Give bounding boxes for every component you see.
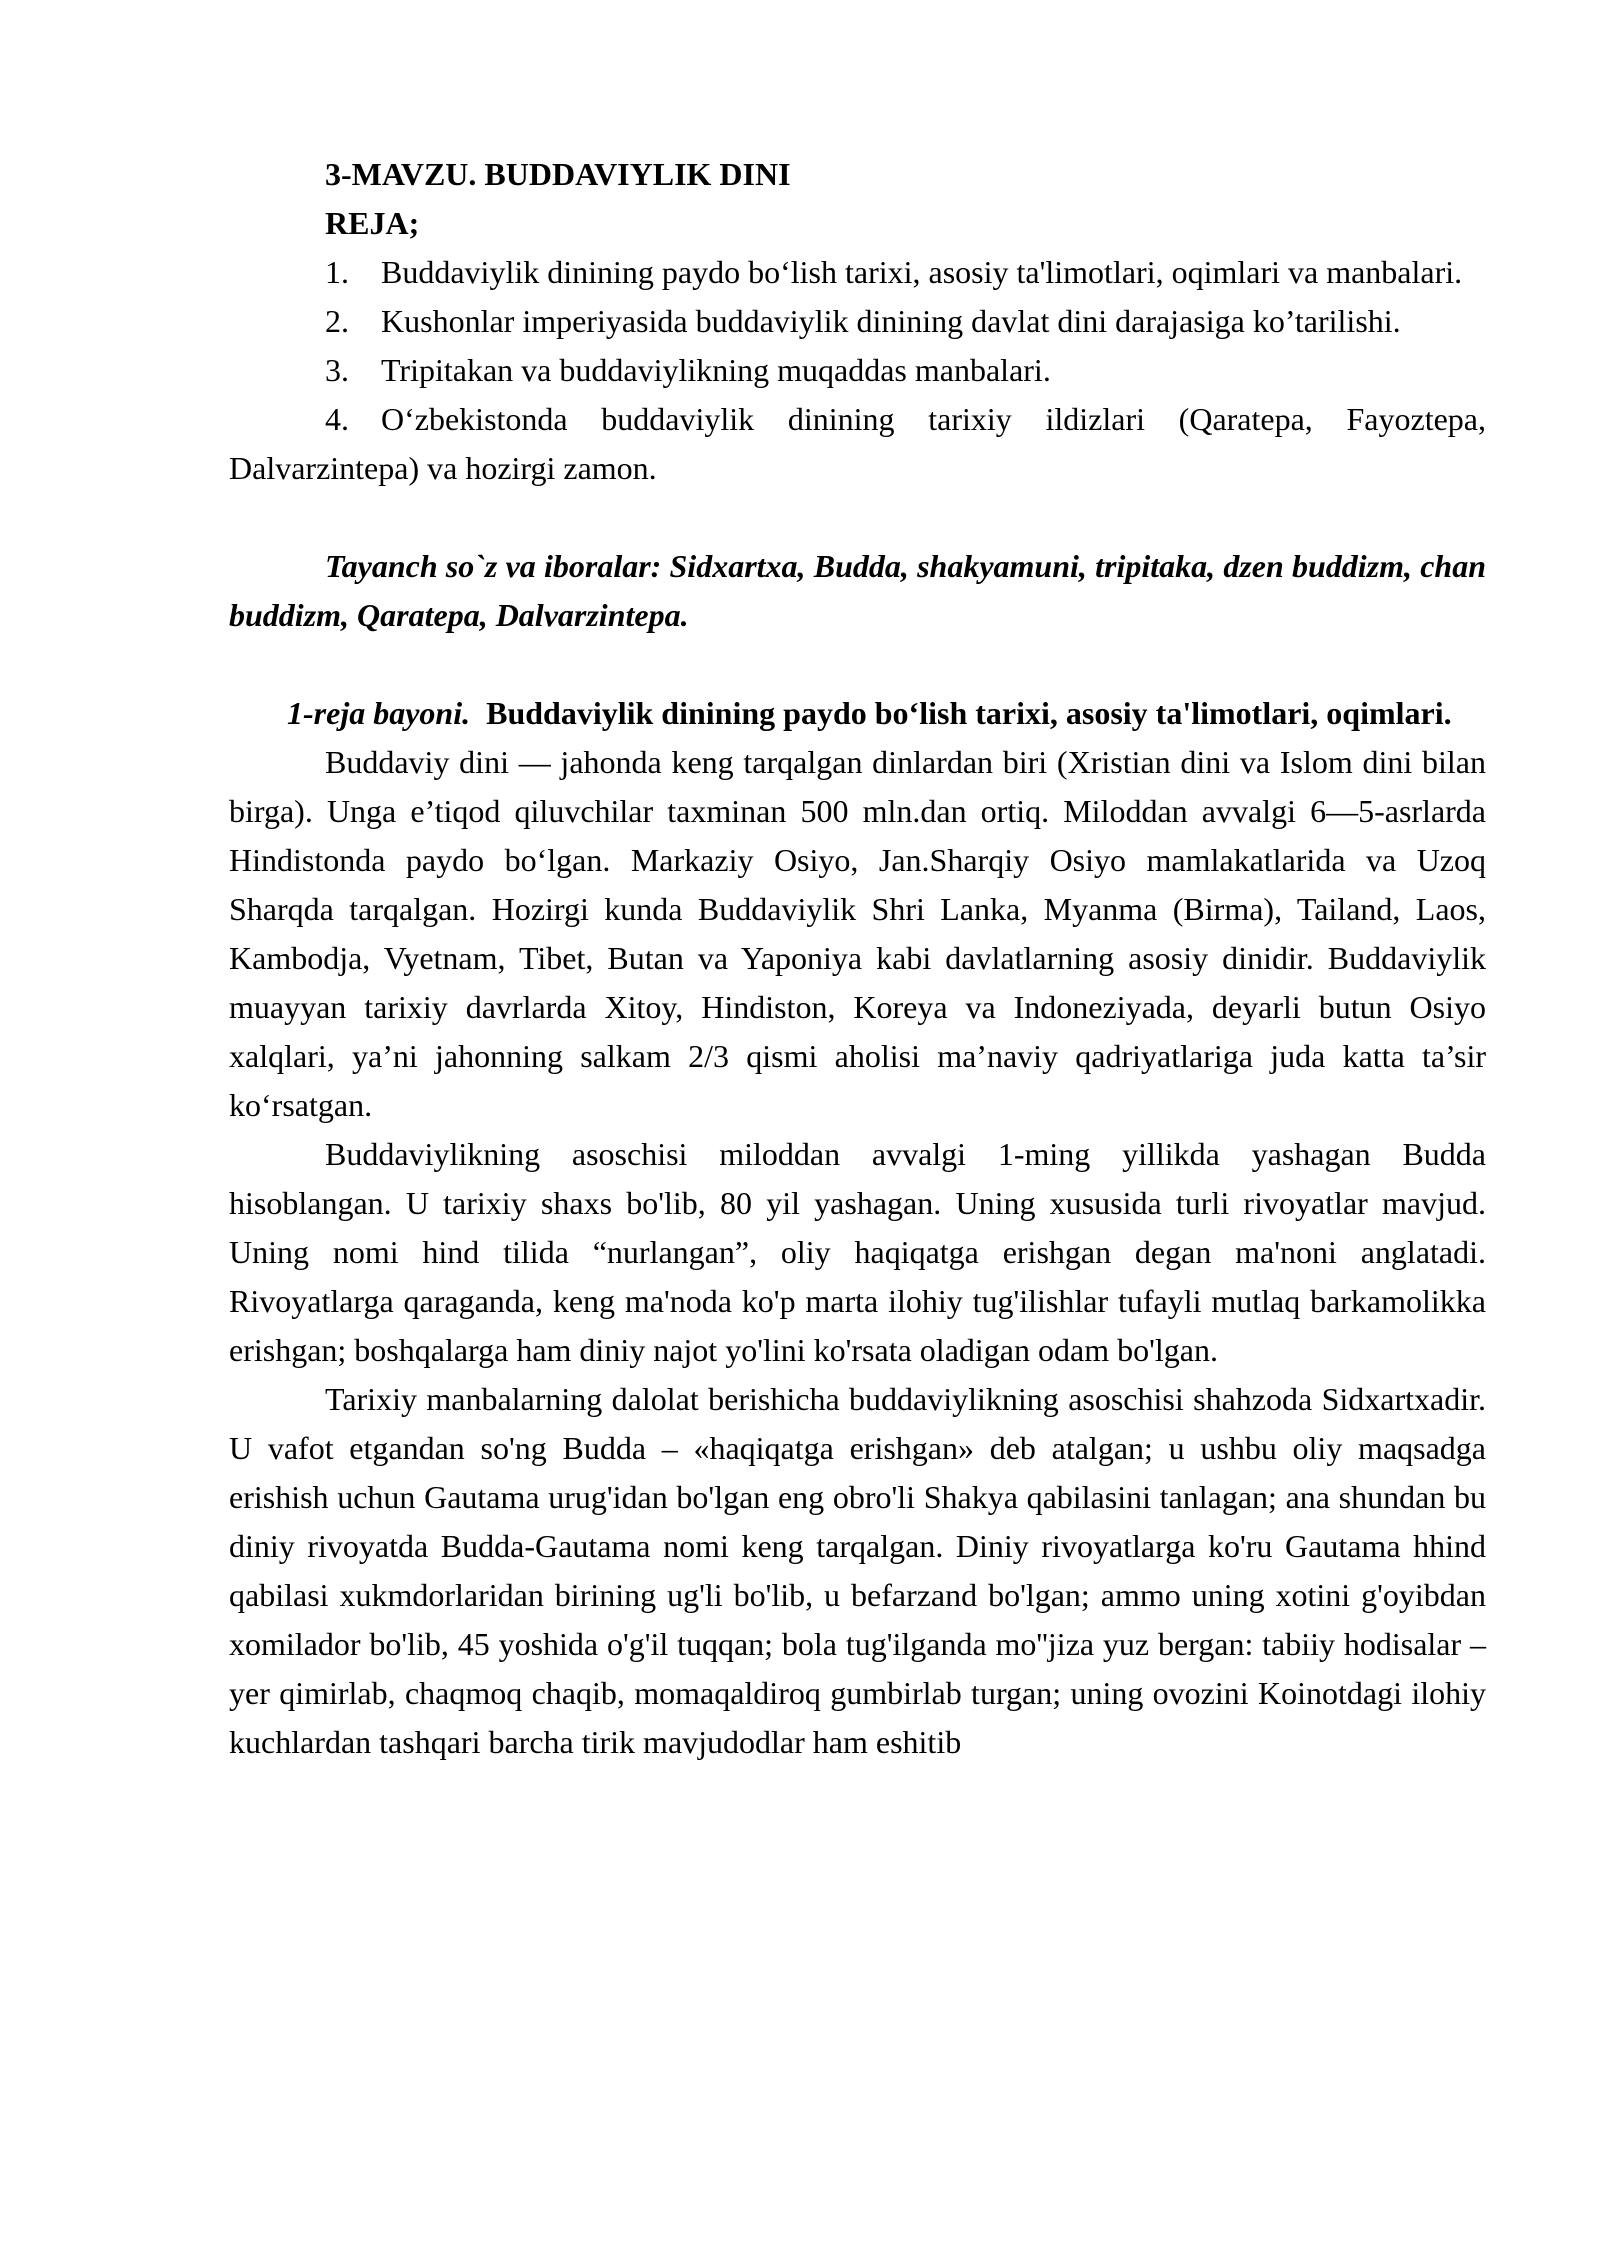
section-lead: 1-reja bayoni.: [287, 695, 471, 731]
plan-item: [229, 248, 1486, 297]
section-title: Buddaviylik dinining paydo bo‘lish tarixi, asosiy ta'limotlari, oqimlari.: [486, 695, 1452, 731]
body-paragraph: Buddaviy dini — jahonda keng tarqalgan dinlardan biri (Xristian dini va Islom dini bilan birga). Unga e’tiqod qiluvchilar taxminan 500 mln.dan ortiq. Miloddan avvalgi 6—5-asrlarda Hindistonda paydo bo‘lgan. Markaziy Osiyo, Jan.Sharqiy Osiyo mamlakatlarida va Uzoq Sharqda tarqalgan. Hozirgi kunda Buddaviylik Shri Lanka, Myanma (Birma), Tailand, Laos, Kambodja, Vyetnam, Tibet, Butan va Yaponiya kabi davlatlarning asosiy dinidir. Buddaviylik muayyan tarixiy davrlarda Xitoy, Hindiston, Koreya va Indoneziyada, deyarli butun Osiyo xalqlari, ya’ni jahonning salkam 2/3 qismi aholisi ma’naviy qadriyatlariga juda katta ta’sir ko‘rsatgan.: [229, 744, 1486, 1123]
document-body: [229, 150, 1486, 1767]
page-title: 3-MAVZU. BUDDAVIYLIK DINI: [325, 156, 791, 192]
body-paragraph: Buddaviylikning asoschisi miloddan avvalgi 1-ming yillikda yashagan Budda hisoblangan. U tarixiy shaxs bo'lib, 80 yil yashagan. Uning xususida turli rivoyatlar mavjud. Uning nomi hind tilida “nurlangan”, oliy haqiqatga erishgan degan ma'noni anglatadi. Rivoyatlarga qaraganda, keng ma'noda ko'p marta ilohiy tug'ilishlar tufayli mutlaq barkamolikka erishgan; boshqalarga ham diniy najot yo'lini ko'rsata oladigan odam bo'lgan.: [229, 1136, 1486, 1368]
keywords-paragraph: Tayanch so`z va iboralar: Sidxartxa, Budda, shakyamuni, tripitaka, dzen buddizm, chan buddizm, Qaratepa, Dalvarzintepa.: [229, 548, 1486, 633]
plan-item-number: 4.: [325, 401, 349, 437]
section-heading: [229, 689, 1486, 738]
plan-item-number: 1.: [325, 254, 349, 290]
plan-item: [229, 346, 1486, 395]
plan-heading: REJA;: [325, 205, 420, 241]
plan-item-text: Kushonlar imperiyasida buddaviylik dinining davlat dini darajasiga ko’tarilishi.: [381, 303, 1401, 339]
plan-item-text: O‘zbekistonda buddaviylik dinining tarixiy ildizlari (Qaratepa, Fayoztepa, Dalvarzintepa) va hozirgi zamon.: [229, 401, 1486, 486]
plan-item: [229, 297, 1486, 346]
plan-item-number: 3.: [325, 352, 349, 388]
plan-item-text: Tripitakan va buddaviylikning muqaddas manbalari.: [381, 352, 1051, 388]
blank-line: [229, 640, 1486, 689]
plan-item-number: 2.: [325, 303, 349, 339]
body-paragraph: Tarixiy manbalarning dalolat berishicha buddaviylikning asoschisi shahzoda Sidxartxadir. U vafot etgandan so'ng Budda – «haqiqatga erishgan» deb atalgan; u ushbu oliy maqsadga erishish uchun Gautama urug'idan bo'lgan eng obro'li Shakya qabilasini tanlagan; ana shundan bu diniy rivoyatda Budda-Gautama nomi keng tarqalgan. Diniy rivoyatlarga ko'ru Gautama hhind qabilasi xukmdorlaridan birining ug'li bo'lib, u befarzand bo'lgan; ammo uning xotini g'oyibdan xomilador bo'lib, 45 yoshida o'g'il tuqqan; bola tug'ilganda mo''jiza yuz bergan: tabiiy hodisalar – yer qimirlab, chaqmoq chaqib, momaqaldiroq gumbirlab turgan; uning ovozini Koinotdagi ilohiy kuchlardan tashqari barcha tirik mavjudodlar ham eshitib: [229, 1381, 1486, 1760]
plan-item: [229, 395, 1486, 493]
plan-item-text: Buddaviylik dinining paydo bo‘lish tarixi, asosiy ta'limotlari, oqimlari va manbalari.: [381, 254, 1463, 290]
blank-line: [229, 493, 1486, 542]
